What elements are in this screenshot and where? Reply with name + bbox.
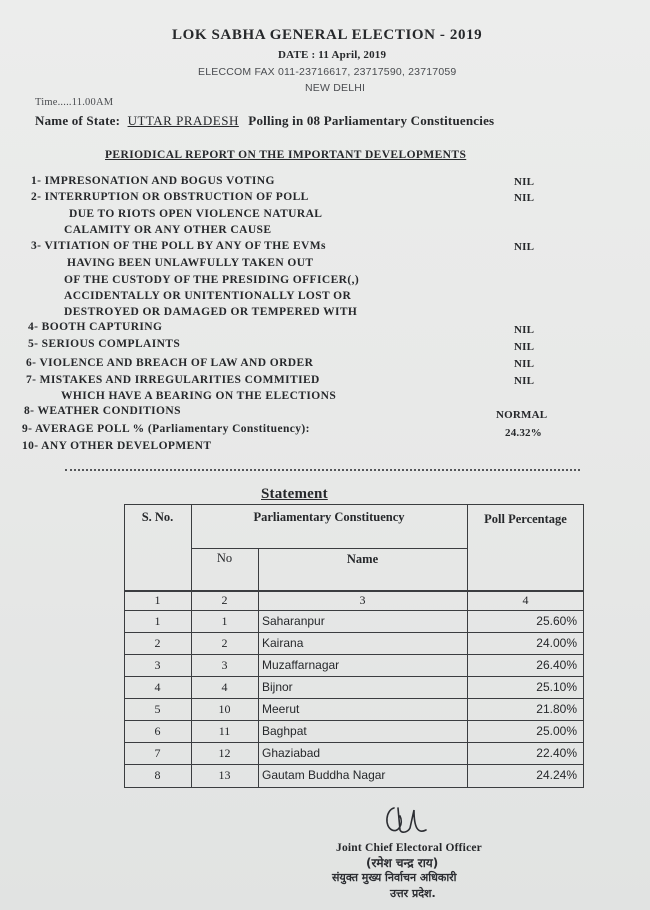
row-no: 11 <box>218 724 231 738</box>
header-sno: S. No. <box>141 510 174 524</box>
row-poll: 22.40% <box>536 746 577 760</box>
header-constituency: Parliamentary Constituency <box>253 510 405 524</box>
row-sno: 5 <box>154 702 161 716</box>
stamp-name: (रमेश चन्द्र राय) <box>366 856 439 870</box>
report-time: Time.....11.00AM <box>35 97 114 108</box>
row-no: 4 <box>221 680 228 694</box>
row-sno: 6 <box>154 724 161 738</box>
report-item-4-status: NIL <box>514 324 535 336</box>
state-label: Name of State: <box>35 113 121 128</box>
state-value: UTTAR PRADESH <box>127 113 239 128</box>
row-poll: 25.60% <box>536 614 577 628</box>
report-item-5-status: NIL <box>514 341 535 353</box>
report-item-7-line: WHICH HAVE A BEARING ON THE ELECTIONS <box>61 390 337 402</box>
report-item-4: 4- BOOTH CAPTURING <box>28 321 163 333</box>
row-name: Gautam Buddha Nagar <box>262 768 386 782</box>
city-line: NEW DELHI <box>305 82 366 94</box>
report-item-1: 1- IMPRESONATION AND BOGUS VOTING <box>31 175 275 187</box>
report-item-2-line: DUE TO RIOTS OPEN VIOLENCE NATURAL <box>69 208 323 220</box>
row-sno: 2 <box>154 636 161 650</box>
report-item-9: 9- AVERAGE POLL % (Parliamentary Constituency): <box>22 423 310 435</box>
report-item-10: 10- ANY OTHER DEVELOPMENT <box>22 440 212 452</box>
row-poll: 24.24% <box>536 768 577 782</box>
row-divider <box>124 764 584 765</box>
row-divider <box>124 676 584 677</box>
signature-mark <box>380 800 440 840</box>
row-no: 2 <box>221 636 228 650</box>
official-stamp <box>328 852 513 904</box>
row-divider <box>124 610 584 611</box>
report-item-3-line: ACCIDENTALLY OR UNITENTIONALLY LOST OR <box>64 290 352 302</box>
document-title: LOK SABHA GENERAL ELECTION - 2019 <box>172 27 483 43</box>
report-item-7-status: NIL <box>514 375 535 387</box>
row-divider <box>124 742 584 743</box>
row-name: Bijnor <box>262 680 293 694</box>
table-border <box>583 504 584 788</box>
report-item-6: 6- VIOLENCE AND BREACH OF LAW AND ORDER <box>26 357 314 369</box>
row-poll: 25.10% <box>536 680 577 694</box>
report-item-2: 2- INTERRUPTION OR OBSTRUCTION OF POLL <box>31 191 309 203</box>
row-divider <box>124 654 584 655</box>
row-divider <box>124 698 584 699</box>
row-divider <box>124 590 584 592</box>
row-sno: 7 <box>154 746 161 760</box>
row-divider <box>124 720 584 721</box>
signatory-designation: Joint Chief Electoral Officer <box>336 842 482 854</box>
row-no: 13 <box>218 768 231 782</box>
row-name: Muzaffarnagar <box>262 658 340 672</box>
row-name: Meerut <box>262 702 300 716</box>
report-title: PERIODICAL REPORT ON THE IMPORTANT DEVELOPMENTS <box>105 149 467 161</box>
report-item-8: 8- WEATHER CONDITIONS <box>24 405 181 417</box>
report-item-8-status: NORMAL <box>496 409 548 421</box>
row-poll: 24.00% <box>536 636 577 650</box>
index-cell: 2 <box>221 593 228 607</box>
table-border <box>124 787 584 788</box>
header-no: No <box>216 551 233 565</box>
row-poll: 25.00% <box>536 724 577 738</box>
report-item-7: 7- MISTAKES AND IRREGULARITIES COMMITIED <box>26 374 320 386</box>
row-name: Baghpat <box>262 724 307 738</box>
index-cell: 1 <box>154 593 161 607</box>
report-item-3-line: DESTROYED OR DAMAGED OR TEMPERED WITH <box>64 306 358 318</box>
table-border <box>124 504 584 505</box>
header-name: Name <box>346 552 379 566</box>
row-poll: 26.40% <box>536 658 577 672</box>
header-poll: Poll Percentage <box>484 512 567 526</box>
report-item-3-line: HAVING BEEN UNLAWFULLY TAKEN OUT <box>67 257 314 269</box>
row-name: Kairana <box>262 636 304 650</box>
row-divider <box>124 632 584 633</box>
report-item-9-status: 24.32% <box>505 427 542 439</box>
report-item-3-status: NIL <box>514 241 535 253</box>
dotted-separator <box>65 469 580 471</box>
statement-title: Statement <box>261 486 328 502</box>
report-item-2-line: CALAMITY OR ANY OTHER CAUSE <box>64 224 272 236</box>
stamp-designation: संयुक्त मुख्य निर्वाचन अधिकारी <box>332 871 457 884</box>
stamp-state: उत्तर प्रदेश. <box>390 887 436 900</box>
row-divider <box>191 548 467 549</box>
column-divider <box>467 504 468 788</box>
polling-info: Polling in 08 Parliamentary Constituencies <box>248 113 495 128</box>
row-no: 1 <box>221 614 228 628</box>
row-sno: 1 <box>154 614 161 628</box>
row-sno: 4 <box>154 680 161 694</box>
index-cell: 4 <box>522 593 529 607</box>
row-name: Saharanpur <box>262 614 325 628</box>
report-item-3: 3- VITIATION OF THE POLL BY ANY OF THE EVMs <box>31 240 326 252</box>
row-sno: 8 <box>154 768 161 782</box>
row-no: 12 <box>218 746 231 760</box>
report-item-3-line: OF THE CUSTODY OF THE PRESIDING OFFICER(,) <box>64 274 360 286</box>
row-name: Ghaziabad <box>262 746 321 760</box>
row-no: 3 <box>221 658 228 672</box>
column-divider <box>258 548 259 788</box>
row-sno: 3 <box>154 658 161 672</box>
document-date: DATE : 11 April, 2019 <box>278 49 387 61</box>
fax-numbers: ELECCOM FAX 011-23716617, 23717590, 23717059 <box>198 66 457 78</box>
report-item-2-status: NIL <box>514 192 535 204</box>
statement-table <box>124 504 584 788</box>
report-item-5: 5- SERIOUS COMPLAINTS <box>28 338 181 350</box>
report-item-1-status: NIL <box>514 176 535 188</box>
row-no: 10 <box>218 702 231 716</box>
index-cell: 3 <box>359 593 366 607</box>
state-row <box>35 113 494 129</box>
row-poll: 21.80% <box>536 702 577 716</box>
report-item-6-status: NIL <box>514 358 535 370</box>
